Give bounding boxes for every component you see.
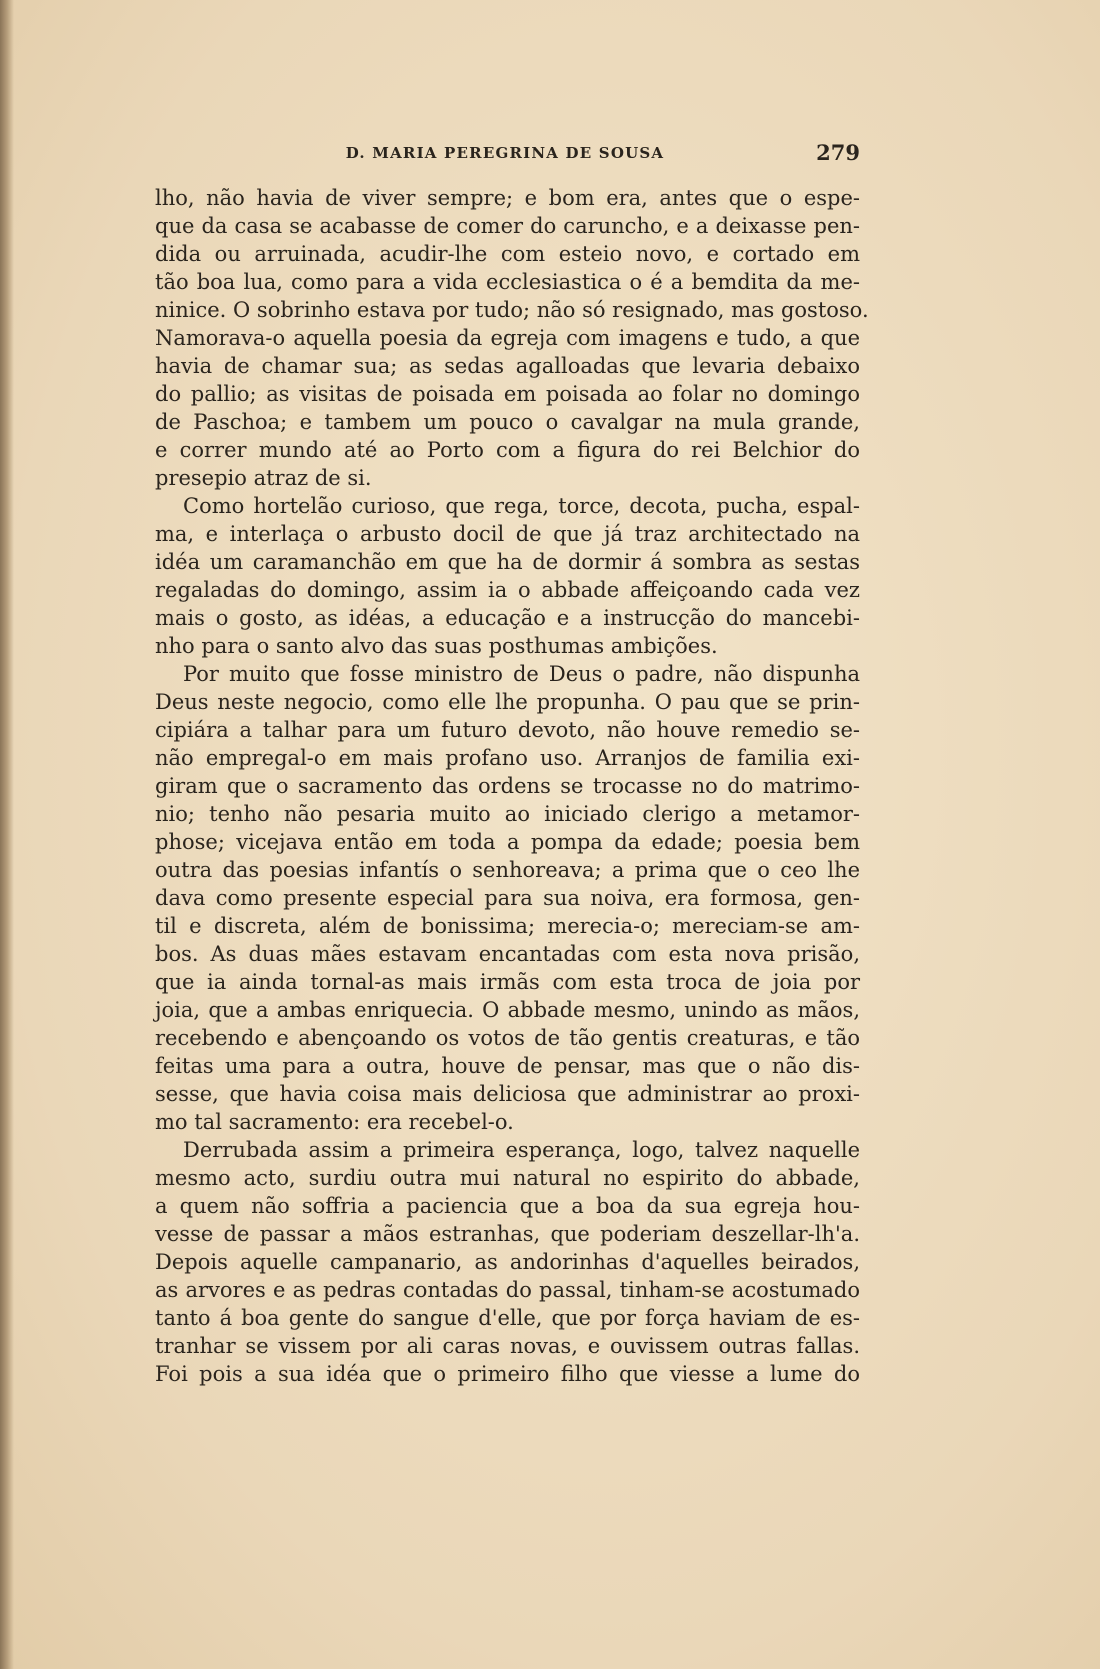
text-line: de Paschoa; e tambem um pouco o cavalgar na mula grande, (155, 410, 860, 434)
text-line: que ia ainda tornal-as mais irmãs com esta troca de joia por (155, 970, 860, 994)
text-line: Namorava-o aquella poesia da egreja com imagens e tudo, a que (155, 326, 860, 350)
text-line: recebendo e abençoando os votos de tão gentis creaturas, e tão (155, 1026, 860, 1050)
text-line: que da casa se acabasse de comer do caruncho, e a deixasse pen- (155, 214, 860, 238)
text-line: presepio atraz de si. (155, 466, 372, 490)
text-line: outra das poesias infantís o senhoreava; a prima que o ceo lhe (155, 858, 860, 882)
text-line: as arvores e as pedras contadas do passal, tinham-se acostumado (155, 1278, 860, 1302)
text-line: joia, que a ambas enriquecia. O abbade mesmo, unindo as mãos, (155, 998, 860, 1022)
text-line: nho para o santo alvo das suas posthumas ambições. (155, 634, 718, 658)
text-line: mais o gosto, as idéas, a educação e a instrucção do mancebi- (155, 606, 860, 630)
text-line: ninice. O sobrinho estava por tudo; não só resignado, mas gostoso. (155, 298, 869, 322)
running-title: D. MARIA PEREGRINA DE SOUSA (345, 144, 665, 162)
text-line: giram que o sacramento das ordens se trocasse no do matrimo- (155, 774, 860, 798)
paragraph-start-line: Como hortelão curioso, que rega, torce, decota, pucha, espal- (183, 494, 860, 518)
text-line: cipiára a talhar para um futuro devoto, não houve remedio se- (155, 718, 860, 742)
text-line: ma, e interlaça o arbusto docil de que já traz architectado na (155, 522, 860, 546)
text-line: a quem não soffria a paciencia que a boa da sua egreja hou- (155, 1194, 860, 1218)
text-line: sesse, que havia coisa mais deliciosa que administrar ao proxi- (155, 1082, 860, 1106)
text-line: e correr mundo até ao Porto com a figura do rei Belchior do (155, 438, 860, 462)
text-line: tranhar se vissem por ali caras novas, e ouvissem outras fallas. (155, 1334, 860, 1358)
text-line: dava como presente especial para sua noiva, era formosa, gen- (155, 886, 860, 910)
text-line: havia de chamar sua; as sedas agalloadas que levaria debaixo (155, 354, 860, 378)
text-line: mesmo acto, surdiu outra mui natural no espirito do abbade, (155, 1166, 860, 1190)
text-line: dida ou arruinada, acudir-lhe com esteio novo, e cortado em (155, 242, 860, 266)
text-line: idéa um caramanchão em que ha de dormir á sombra as sestas (155, 550, 860, 574)
paragraph-start-line: Por muito que fosse ministro de Deus o padre, não dispunha (183, 662, 860, 686)
text-line: Depois aquelle campanario, as andorinhas d'aquelles beirados, (155, 1250, 860, 1274)
text-line: tão boa lua, como para a vida ecclesiastica o é a bemdita da me- (155, 270, 860, 294)
text-line: vesse de passar a mãos estranhas, que poderiam deszellar-lh'a. (155, 1222, 860, 1246)
text-line: Deus neste negocio, como elle lhe propunha. O pau que se prin- (155, 690, 860, 714)
body-text (155, 184, 869, 1388)
text-line: feitas uma para a outra, houve de pensar, mas que o não dis- (155, 1054, 860, 1078)
text-line: do pallio; as visitas de poisada em poisada ao folar no domingo (155, 382, 860, 406)
running-head (150, 140, 860, 170)
text-line: Foi pois a sua idéa que o primeiro filho que viesse a lume do (155, 1362, 860, 1386)
page-number: 279 (816, 140, 860, 165)
text-line: phose; vicejava então em toda a pompa da edade; poesia bem (155, 830, 860, 854)
text-line: til e discreta, além de bonissima; merecia-o; mereciam-se am- (155, 914, 860, 938)
paragraph-start-line: Derrubada assim a primeira esperança, logo, talvez naquelle (183, 1138, 860, 1162)
text-line: não empregal-o em mais profano uso. Arranjos de familia exi- (155, 746, 860, 770)
text-line: regaladas do domingo, assim ia o abbade affeiçoando cada vez (155, 578, 860, 602)
text-line: lho, não havia de viver sempre; e bom era, antes que o espe- (155, 186, 860, 210)
text-line: mo tal sacramento: era recebel-o. (155, 1110, 514, 1134)
text-line: nio; tenho não pesaria muito ao iniciado clerigo a metamor- (155, 802, 860, 826)
page-spine-shadow (0, 0, 14, 1669)
text-line: bos. As duas mães estavam encantadas com esta nova prisão, (155, 942, 860, 966)
text-line: tanto á boa gente do sangue d'elle, que por força haviam de es- (155, 1306, 860, 1330)
